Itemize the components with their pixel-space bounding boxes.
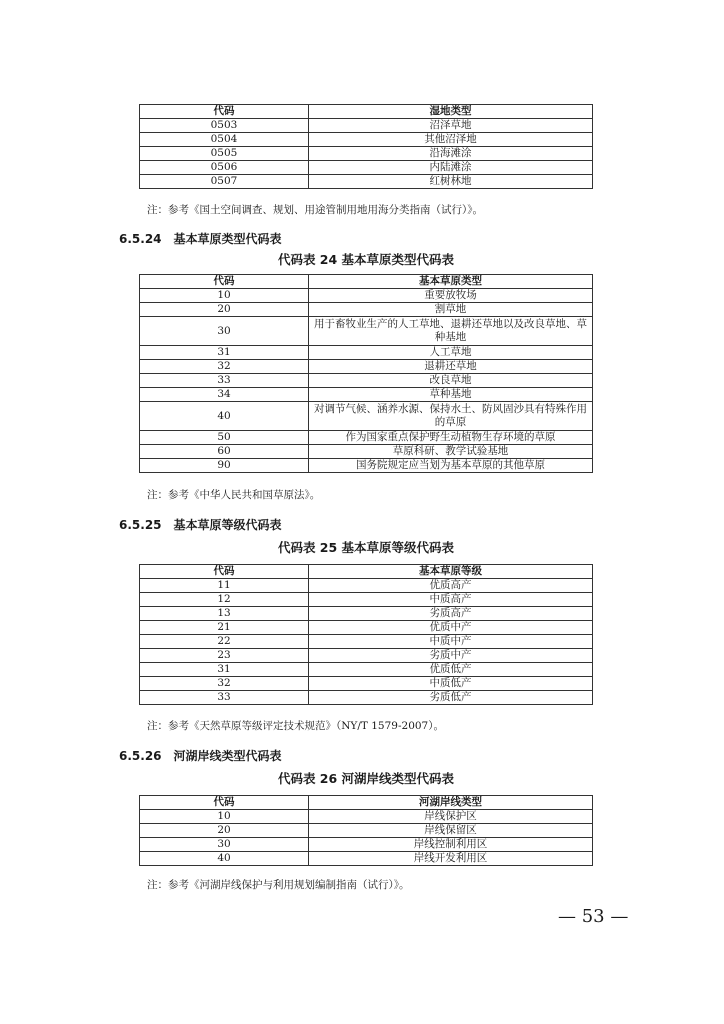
table-row xyxy=(140,445,593,459)
cell-code: 23 xyxy=(140,649,309,663)
cell-code: 0504 xyxy=(140,133,309,147)
cell-type: 割草地 xyxy=(309,303,593,317)
cell-code: 30 xyxy=(140,838,309,852)
cell-code: 10 xyxy=(140,810,309,824)
table-row xyxy=(140,317,593,346)
cell-type: 草原科研、教学试验基地 xyxy=(309,445,593,459)
cell-type: 作为国家重点保护野生动植物生存环境的草原 xyxy=(309,431,593,445)
cell-type: 岸线开发利用区 xyxy=(309,852,593,866)
cell-type: 岸线控制利用区 xyxy=(309,838,593,852)
table-row xyxy=(140,161,593,175)
cell-type: 重要放牧场 xyxy=(309,289,593,303)
table-row xyxy=(140,824,593,838)
table-row xyxy=(140,388,593,402)
cell-type: 国务院规定应当划为基本草原的其他草原 xyxy=(309,459,593,473)
cell-code: 34 xyxy=(140,388,309,402)
grassland-grade-note: 注：参考《天然草原等级评定技术规范》（NY/T 1579-2007）。 xyxy=(147,720,444,732)
cell-type: 用于畜牧业生产的人工草地、退耕还草地以及改良草地、草种基地 xyxy=(309,317,593,346)
header-grade: 基本草原等级 xyxy=(309,565,593,579)
wetland-note: 注：参考《国土空间调查、规划、用途管制用地用海分类指南（试行）》。 xyxy=(147,204,483,216)
header-code: 代码 xyxy=(140,565,309,579)
cell-code: 12 xyxy=(140,593,309,607)
header-type: 基本草原类型 xyxy=(309,275,593,289)
cell-code: 11 xyxy=(140,579,309,593)
header-code: 代码 xyxy=(140,105,309,119)
cell-type: 对调节气候、涵养水源、保持水土、防风固沙具有特殊作用的草原 xyxy=(309,402,593,431)
cell-grade: 中质低产 xyxy=(309,677,593,691)
table-row xyxy=(140,810,593,824)
cell-code: 22 xyxy=(140,635,309,649)
grassland-type-rows xyxy=(140,289,593,473)
cell-code: 30 xyxy=(140,317,309,346)
cell-grade: 优质低产 xyxy=(309,663,593,677)
cell-grade: 优质中产 xyxy=(309,621,593,635)
cell-code: 31 xyxy=(140,346,309,360)
table-row xyxy=(140,649,593,663)
cell-code: 20 xyxy=(140,303,309,317)
table-row xyxy=(140,175,593,189)
cell-code: 10 xyxy=(140,289,309,303)
table-caption-26: 代码表 26 河湖岸线类型代码表 xyxy=(277,771,455,786)
cell-type: 改良草地 xyxy=(309,374,593,388)
cell-code: 33 xyxy=(140,691,309,705)
table-row xyxy=(140,635,593,649)
cell-grade: 劣质中产 xyxy=(309,649,593,663)
cell-code: 31 xyxy=(140,663,309,677)
table-row xyxy=(140,607,593,621)
table-row xyxy=(140,663,593,677)
cell-code: 50 xyxy=(140,431,309,445)
table-row xyxy=(140,431,593,445)
table-row xyxy=(140,346,593,360)
header-code: 代码 xyxy=(140,275,309,289)
table-header-row xyxy=(140,565,593,579)
cell-type: 沼泽草地 xyxy=(309,119,593,133)
table-row xyxy=(140,621,593,635)
header-code: 代码 xyxy=(140,796,309,810)
cell-code: 33 xyxy=(140,374,309,388)
cell-code: 32 xyxy=(140,677,309,691)
wetland-type-table xyxy=(139,104,593,189)
table-row xyxy=(140,593,593,607)
cell-code: 13 xyxy=(140,607,309,621)
cell-grade: 劣质高产 xyxy=(309,607,593,621)
cell-type: 沿海滩涂 xyxy=(309,147,593,161)
section-heading-6-5-24: 6.5.24 基本草原类型代码表 xyxy=(119,232,282,246)
table-row xyxy=(140,374,593,388)
table-row xyxy=(140,289,593,303)
section-heading-6-5-25: 6.5.25 基本草原等级代码表 xyxy=(119,518,282,532)
table-caption-24: 代码表 24 基本草原类型代码表 xyxy=(277,252,455,267)
cell-type: 人工草地 xyxy=(309,346,593,360)
cell-code: 40 xyxy=(140,402,309,431)
cell-grade: 劣质低产 xyxy=(309,691,593,705)
table-row xyxy=(140,838,593,852)
cell-code: 60 xyxy=(140,445,309,459)
page-number: — 53 — xyxy=(558,906,629,927)
cell-code: 0507 xyxy=(140,175,309,189)
table-header-row xyxy=(140,796,593,810)
cell-type: 岸线保留区 xyxy=(309,824,593,838)
shoreline-rows xyxy=(140,810,593,866)
shoreline-type-table xyxy=(139,795,593,866)
cell-type: 岸线保护区 xyxy=(309,810,593,824)
table-row xyxy=(140,303,593,317)
header-type: 河湖岸线类型 xyxy=(309,796,593,810)
grassland-grade-rows xyxy=(140,579,593,705)
table-row xyxy=(140,852,593,866)
table-row xyxy=(140,579,593,593)
shoreline-note: 注：参考《河湖岸线保护与利用规划编制指南（试行）》。 xyxy=(147,879,410,891)
cell-code: 32 xyxy=(140,360,309,374)
table-row xyxy=(140,691,593,705)
cell-grade: 中质高产 xyxy=(309,593,593,607)
table-caption-25: 代码表 25 基本草原等级代码表 xyxy=(277,540,455,555)
cell-grade: 优质高产 xyxy=(309,579,593,593)
cell-type: 草种基地 xyxy=(309,388,593,402)
table-header-row xyxy=(140,105,593,119)
section-heading-6-5-26: 6.5.26 河湖岸线类型代码表 xyxy=(119,749,282,763)
cell-code: 0505 xyxy=(140,147,309,161)
grassland-type-note: 注：参考《中华人民共和国草原法》。 xyxy=(147,489,321,501)
table-header-row xyxy=(140,275,593,289)
table-row xyxy=(140,119,593,133)
cell-code: 0503 xyxy=(140,119,309,133)
wetland-rows xyxy=(140,119,593,189)
grassland-type-table xyxy=(139,274,593,473)
cell-code: 0506 xyxy=(140,161,309,175)
table-row xyxy=(140,133,593,147)
header-type: 湿地类型 xyxy=(309,105,593,119)
cell-code: 21 xyxy=(140,621,309,635)
cell-type: 红树林地 xyxy=(309,175,593,189)
cell-type: 内陆滩涂 xyxy=(309,161,593,175)
cell-grade: 中质中产 xyxy=(309,635,593,649)
cell-type: 其他沼泽地 xyxy=(309,133,593,147)
table-row xyxy=(140,677,593,691)
table-row xyxy=(140,402,593,431)
table-row xyxy=(140,360,593,374)
table-row xyxy=(140,147,593,161)
table-row xyxy=(140,459,593,473)
cell-code: 40 xyxy=(140,852,309,866)
grassland-grade-table xyxy=(139,564,593,705)
cell-code: 90 xyxy=(140,459,309,473)
cell-type: 退耕还草地 xyxy=(309,360,593,374)
cell-code: 20 xyxy=(140,824,309,838)
